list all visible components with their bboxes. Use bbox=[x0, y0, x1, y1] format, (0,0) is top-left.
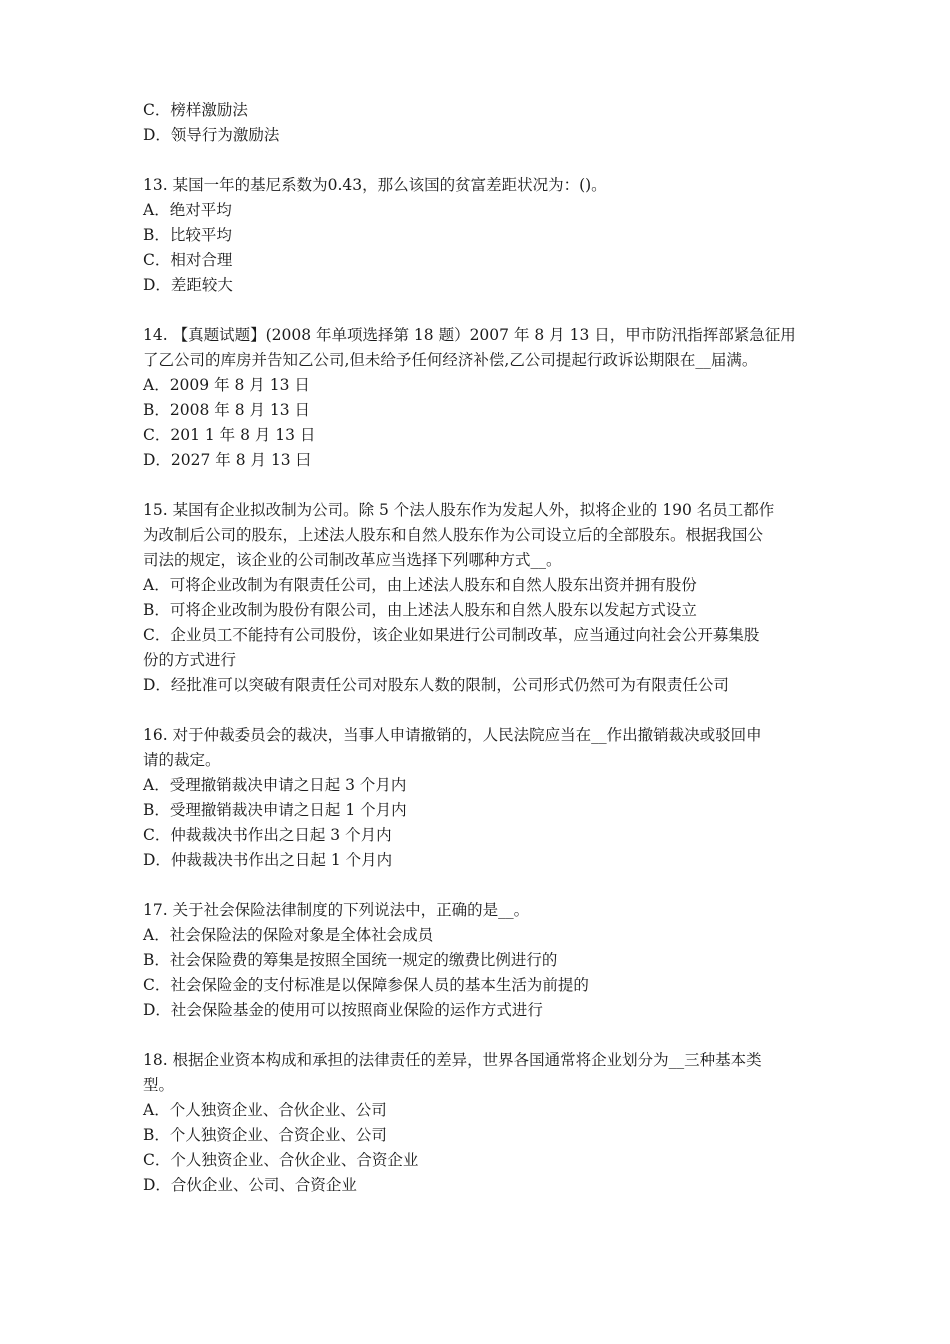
option-c: C．仲裁裁决书作出之日起 3 个月内 bbox=[143, 826, 392, 844]
document-page bbox=[143, 98, 815, 1223]
question-15 bbox=[143, 498, 815, 698]
question-stem: 14. 【真题试题】(2008 年单项选择第 18 题）2007 年 8 月 13 日，甲市防汛指挥部紧急征用 bbox=[143, 326, 796, 344]
question-stem: 18. 根据企业资本构成和承担的法律责任的差异，世界各国通常将企业划分为__三种基本类 bbox=[143, 1051, 762, 1069]
option-a: A．受理撤销裁决申请之日起 3 个月内 bbox=[143, 776, 407, 794]
question-17 bbox=[143, 898, 815, 1023]
option-b: B．社会保险费的筹集是按照全国统一规定的缴费比例进行的 bbox=[143, 951, 558, 969]
option-d: D．社会保险基金的使用可以按照商业保险的运作方式进行 bbox=[143, 1001, 543, 1019]
option-d: D．2027 年 8 月 13 曰 bbox=[143, 451, 312, 469]
option-c: C．相对合理 bbox=[143, 251, 233, 269]
option-d: D．合伙企业、公司、合资企业 bbox=[143, 1176, 357, 1194]
question-stem-continued: 为改制后公司的股东，上述法人股东和自然人股东作为公司设立后的全部股东。根据我国公 bbox=[143, 526, 764, 544]
option-c: C．榜样激励法 bbox=[143, 101, 248, 119]
option-b: B．可将企业改制为股份有限公司，由上述法人股东和自然人股东以发起方式设立 bbox=[143, 601, 697, 619]
option-d: D．经批准可以突破有限责任公司对股东人数的限制，公司形式仍然可为有限责任公司 bbox=[143, 676, 729, 694]
option-b: B．受理撤销裁决申请之日起 1 个月内 bbox=[143, 801, 407, 819]
option-b: B．2008 年 8 月 13 日 bbox=[143, 401, 311, 419]
question-stem: 13. 某国一年的基尼系数为0.43，那么该国的贫富差距状况为：()。 bbox=[143, 176, 607, 194]
option-b: B．比较平均 bbox=[143, 226, 232, 244]
option-b: B．个人独资企业、合资企业、公司 bbox=[143, 1126, 387, 1144]
question-stem-continued: 司法的规定，该企业的公司制改革应当选择下列哪种方式__。 bbox=[143, 551, 562, 569]
option-a: A．个人独资企业、合伙企业、公司 bbox=[143, 1101, 387, 1119]
option-a: A．2009 年 8 月 13 日 bbox=[143, 376, 310, 394]
question-16 bbox=[143, 723, 815, 873]
option-a: A．可将企业改制为有限责任公司，由上述法人股东和自然人股东出资并拥有股份 bbox=[143, 576, 697, 594]
question-stem: 15. 某国有企业拟改制为公司。除 5 个法人股东作为发起人外，拟将企业的 190 名员工都作 bbox=[143, 501, 775, 519]
question-14 bbox=[143, 323, 815, 473]
option-c: C．201 1 年 8 月 13 日 bbox=[143, 426, 316, 444]
option-d: D．差距较大 bbox=[143, 276, 233, 294]
option-c: C．个人独资企业、合伙企业、合资企业 bbox=[143, 1151, 419, 1169]
question-stem-continued: 型。 bbox=[143, 1076, 175, 1094]
option-c: C．社会保险金的支付标准是以保障参保人员的基本生活为前提的 bbox=[143, 976, 589, 994]
option-c-continued: 份的方式进行 bbox=[143, 651, 237, 669]
option-a: A．社会保险法的保险对象是全体社会成员 bbox=[143, 926, 434, 944]
carryover-options bbox=[143, 98, 815, 148]
option-d: D．仲裁裁决书作出之日起 1 个月内 bbox=[143, 851, 393, 869]
question-stem-continued: 了乙公司的库房并告知乙公司,但未给予任何经济补偿,乙公司提起行政诉讼期限在__届满。 bbox=[143, 351, 758, 369]
question-stem: 16. 对于仲裁委员会的裁决，当事人申请撤销的，人民法院应当在__作出撤销裁决或驳回申 bbox=[143, 726, 762, 744]
option-c: C．企业员工不能持有公司股份，该企业如果进行公司制改革，应当通过向社会公开募集股 bbox=[143, 626, 760, 644]
question-18 bbox=[143, 1048, 815, 1198]
question-stem: 17. 关于社会保险法律制度的下列说法中，正确的是__。 bbox=[143, 901, 530, 919]
question-13 bbox=[143, 173, 815, 298]
option-d: D．领导行为激励法 bbox=[143, 126, 280, 144]
question-stem-continued: 请的裁定。 bbox=[143, 751, 221, 769]
option-a: A．绝对平均 bbox=[143, 201, 232, 219]
